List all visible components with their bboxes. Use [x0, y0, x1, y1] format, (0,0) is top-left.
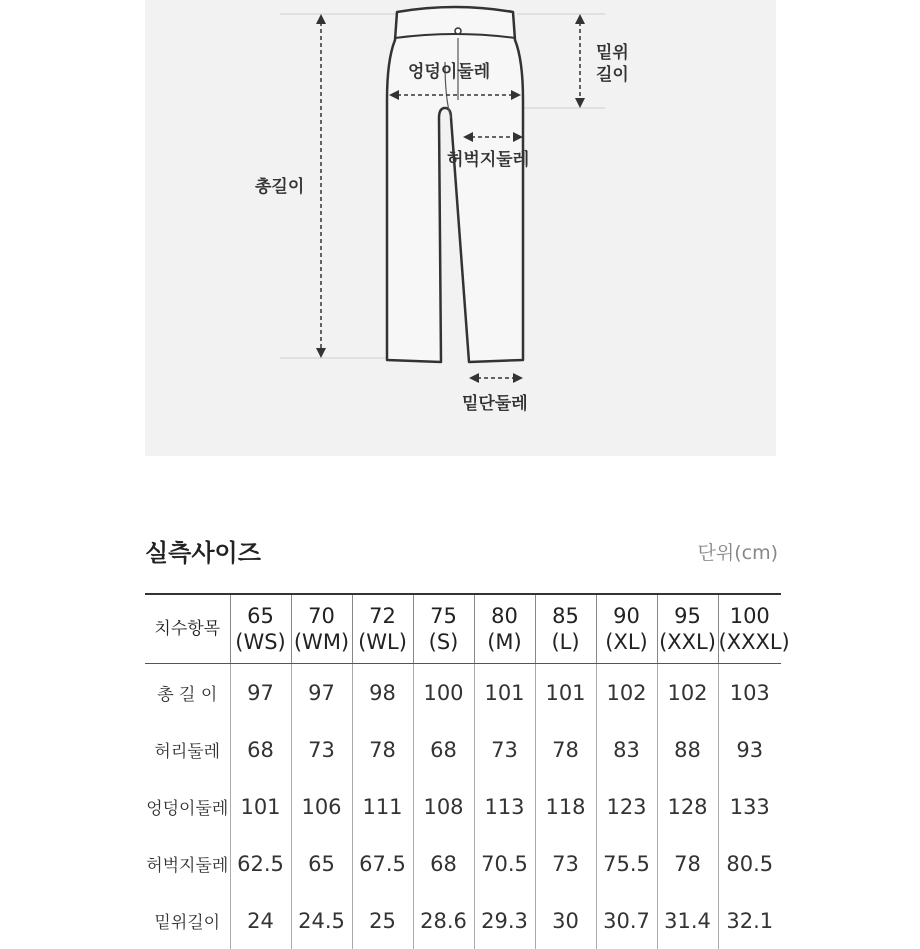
- size-header: 95 (XXL): [657, 594, 718, 664]
- table-cell: 78: [657, 835, 718, 892]
- table-cell: 70.5: [474, 835, 535, 892]
- thigh-label: 허벅지둘레: [447, 150, 530, 170]
- table-cell: 73: [291, 721, 352, 778]
- table-cell: 111: [352, 778, 413, 835]
- table-cell: 103: [729, 680, 770, 705]
- table-cell: 97: [291, 664, 352, 722]
- row-label: 밑위길이: [145, 892, 230, 949]
- table-cell: 83: [596, 721, 657, 778]
- table-cell: 98: [352, 664, 413, 722]
- unit-label: 단위(cm): [697, 542, 778, 564]
- size-header: 70 (WM): [291, 594, 352, 664]
- table-cell: 101: [535, 664, 596, 722]
- table-cell: 68: [230, 721, 291, 778]
- table-cell: 102: [657, 664, 718, 722]
- table-cell: 24: [230, 892, 291, 949]
- table-cell: 106: [291, 778, 352, 835]
- size-header: 90 (XL): [596, 594, 657, 664]
- size-header: 100 (XXXL): [718, 594, 781, 664]
- table-cell: 102: [596, 664, 657, 722]
- table-cell: 118: [535, 778, 596, 835]
- table-cell: 123: [596, 778, 657, 835]
- size-header: 85 (L): [535, 594, 596, 664]
- table-cell: 28.6: [413, 892, 474, 949]
- table-cell: 97: [230, 664, 291, 722]
- table-cell: 108: [413, 778, 474, 835]
- table-cell: 100: [413, 664, 474, 722]
- row-label: 허벅지둘레: [145, 835, 230, 892]
- size-header: 75 (S): [413, 594, 474, 664]
- table-cell: 78: [535, 721, 596, 778]
- table-cell: 133: [729, 794, 770, 819]
- table-row: [145, 778, 781, 835]
- size-diagram: [145, 0, 776, 456]
- table-cell: 75.5: [596, 835, 657, 892]
- table-cell: 93: [736, 737, 764, 762]
- size-header: 80 (M): [474, 594, 535, 664]
- header-label: 치수항목: [145, 594, 230, 664]
- table-cell: 128: [657, 778, 718, 835]
- table-cell: 88: [657, 721, 718, 778]
- table-cell: 65: [291, 835, 352, 892]
- table-row: [145, 664, 781, 722]
- table-cell: 101: [474, 664, 535, 722]
- button-icon: [455, 28, 461, 34]
- table-cell: 32.1: [726, 908, 774, 933]
- section-title: 실측사이즈: [145, 539, 261, 567]
- total-length-label: 총길이: [255, 177, 305, 197]
- table-cell: 31.4: [657, 892, 718, 949]
- table-header-row: [145, 594, 781, 664]
- table-cell: 73: [535, 835, 596, 892]
- table-cell: 29.3: [474, 892, 535, 949]
- row-label: 엉덩이둘레: [145, 778, 230, 835]
- table-cell: 101: [230, 778, 291, 835]
- table-cell: 24.5: [291, 892, 352, 949]
- table-row: [145, 892, 781, 949]
- table-cell: 62.5: [230, 835, 291, 892]
- hem-label: 밑단둘레: [462, 394, 528, 414]
- size-table: [145, 593, 790, 949]
- hip-label: 엉덩이둘레: [408, 62, 491, 82]
- table-cell: 80.5: [726, 851, 774, 876]
- table-cell: 68: [413, 835, 474, 892]
- rise-label: 밑위 길이: [596, 43, 629, 85]
- table-cell: 78: [352, 721, 413, 778]
- row-label: 허리둘레: [145, 721, 230, 778]
- row-label: 총 길 이: [145, 664, 230, 722]
- size-header: 72 (WL): [352, 594, 413, 664]
- table-cell: 67.5: [352, 835, 413, 892]
- table-cell: 30: [535, 892, 596, 949]
- table-cell: 68: [413, 721, 474, 778]
- table-row: [145, 721, 781, 778]
- size-header: 65 (WS): [230, 594, 291, 664]
- table-cell: 25: [352, 892, 413, 949]
- table-cell: 30.7: [596, 892, 657, 949]
- table-cell: 73: [474, 721, 535, 778]
- table-cell: 113: [474, 778, 535, 835]
- table-row: [145, 835, 781, 892]
